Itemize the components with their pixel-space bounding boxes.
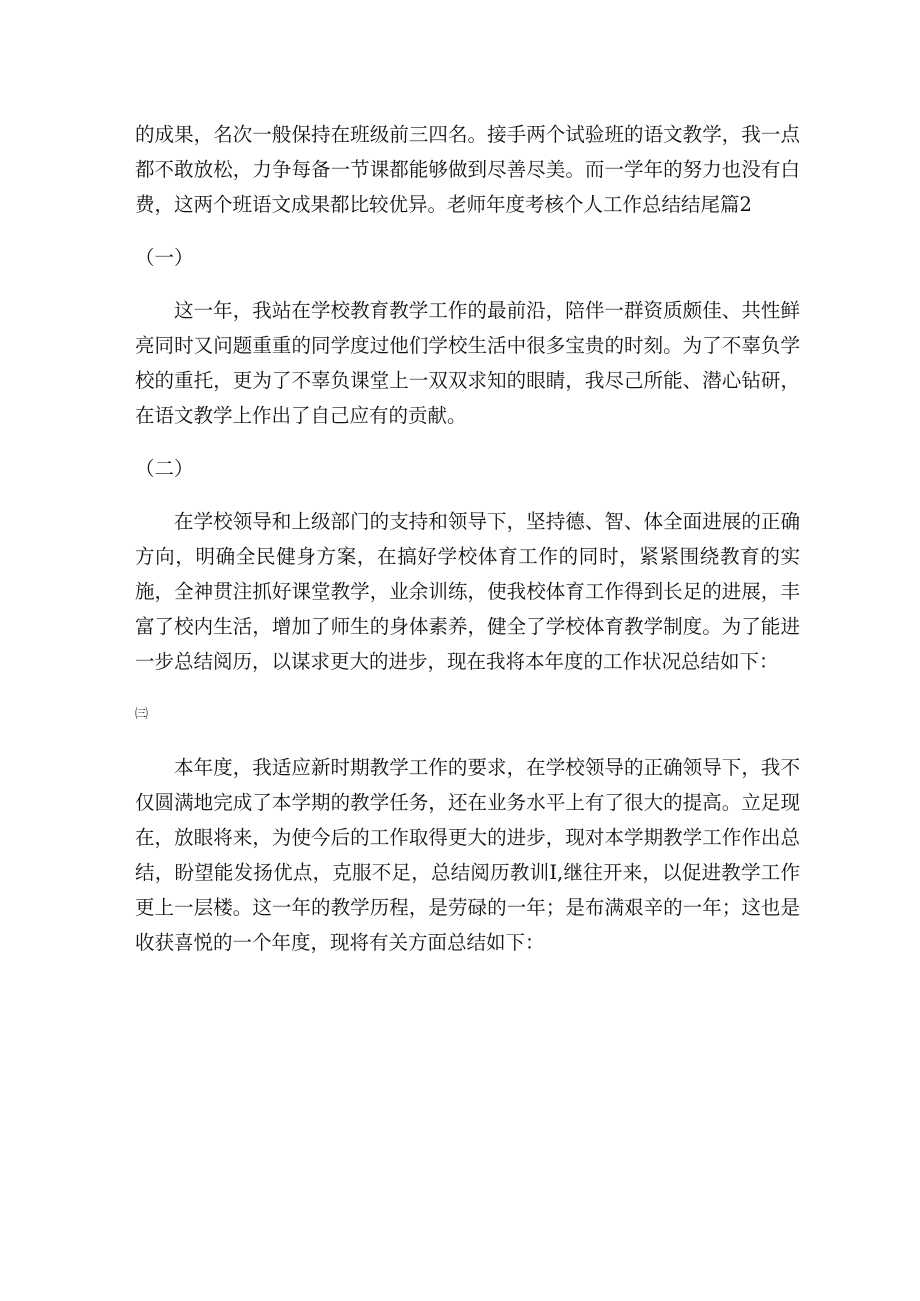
paragraph-section-three: 本年度，我适应新时期教学工作的要求，在学校领导的正确领导下，我不仅圆满地完成了本学期的教学任务，还在业务水平上有了很大的提高。立足现在，放眼将来，为使今后的工作取得更大的进步，现对本学期教学工作作出总结，盼望能发扬优点，克服不足，总结阅历教训I,继往开来，以促进教学工作更上一层楼。这一年的教学历程，是劳碌的一年；是布满艰辛的一年；这也是收获喜悦的一个年度，现将有关方面总结如下： — [135, 756, 800, 954]
paragraph-section-one: 这一年，我站在学校教育教学工作的最前沿，陪伴一群资质颇佳、共性鲜亮同时又问题重重的同学度过他们学校生活中很多宝贵的时刻。为了不辜负学校的重托，更为了不辜负课堂上一双双求知的眼睛，我尽己所能、潜心钻研，在语文教学上作出了自己应有的贡献。 — [135, 299, 800, 427]
paragraph-section-two: 在学校领导和上级部门的支持和领导下，坚持德、智、体全面进展的正确方向，明确全民健身方案，在搞好学校体育工作的同时，紧紧围绕教育的实施，全神贯注抓好课堂教学，业余训练，使我校体育工作得到长足的进展，丰富了校内生活，增加了师生的身体素养，健全了学校体育教学制度。为了能进一步总结阅历，以谋求更大的进步，现在我将本年度的工作状况总结如下： — [135, 510, 800, 673]
section-heading-three: ㈢ — [135, 707, 149, 722]
document-body — [135, 117, 800, 960]
paragraph-continuation: 的成果，名次一般保持在班级前三四名。接手两个试验班的语文教学，我一点都不敢放松，力争每备一节课都能够做到尽善尽美。而一学年的努力也没有白费，这两个班语文成果都比较优异。老师年度考核个人工作总结结尾篇2 — [135, 123, 800, 216]
section-heading-two: （二） — [135, 457, 194, 480]
section-heading-one: （一） — [135, 246, 194, 269]
